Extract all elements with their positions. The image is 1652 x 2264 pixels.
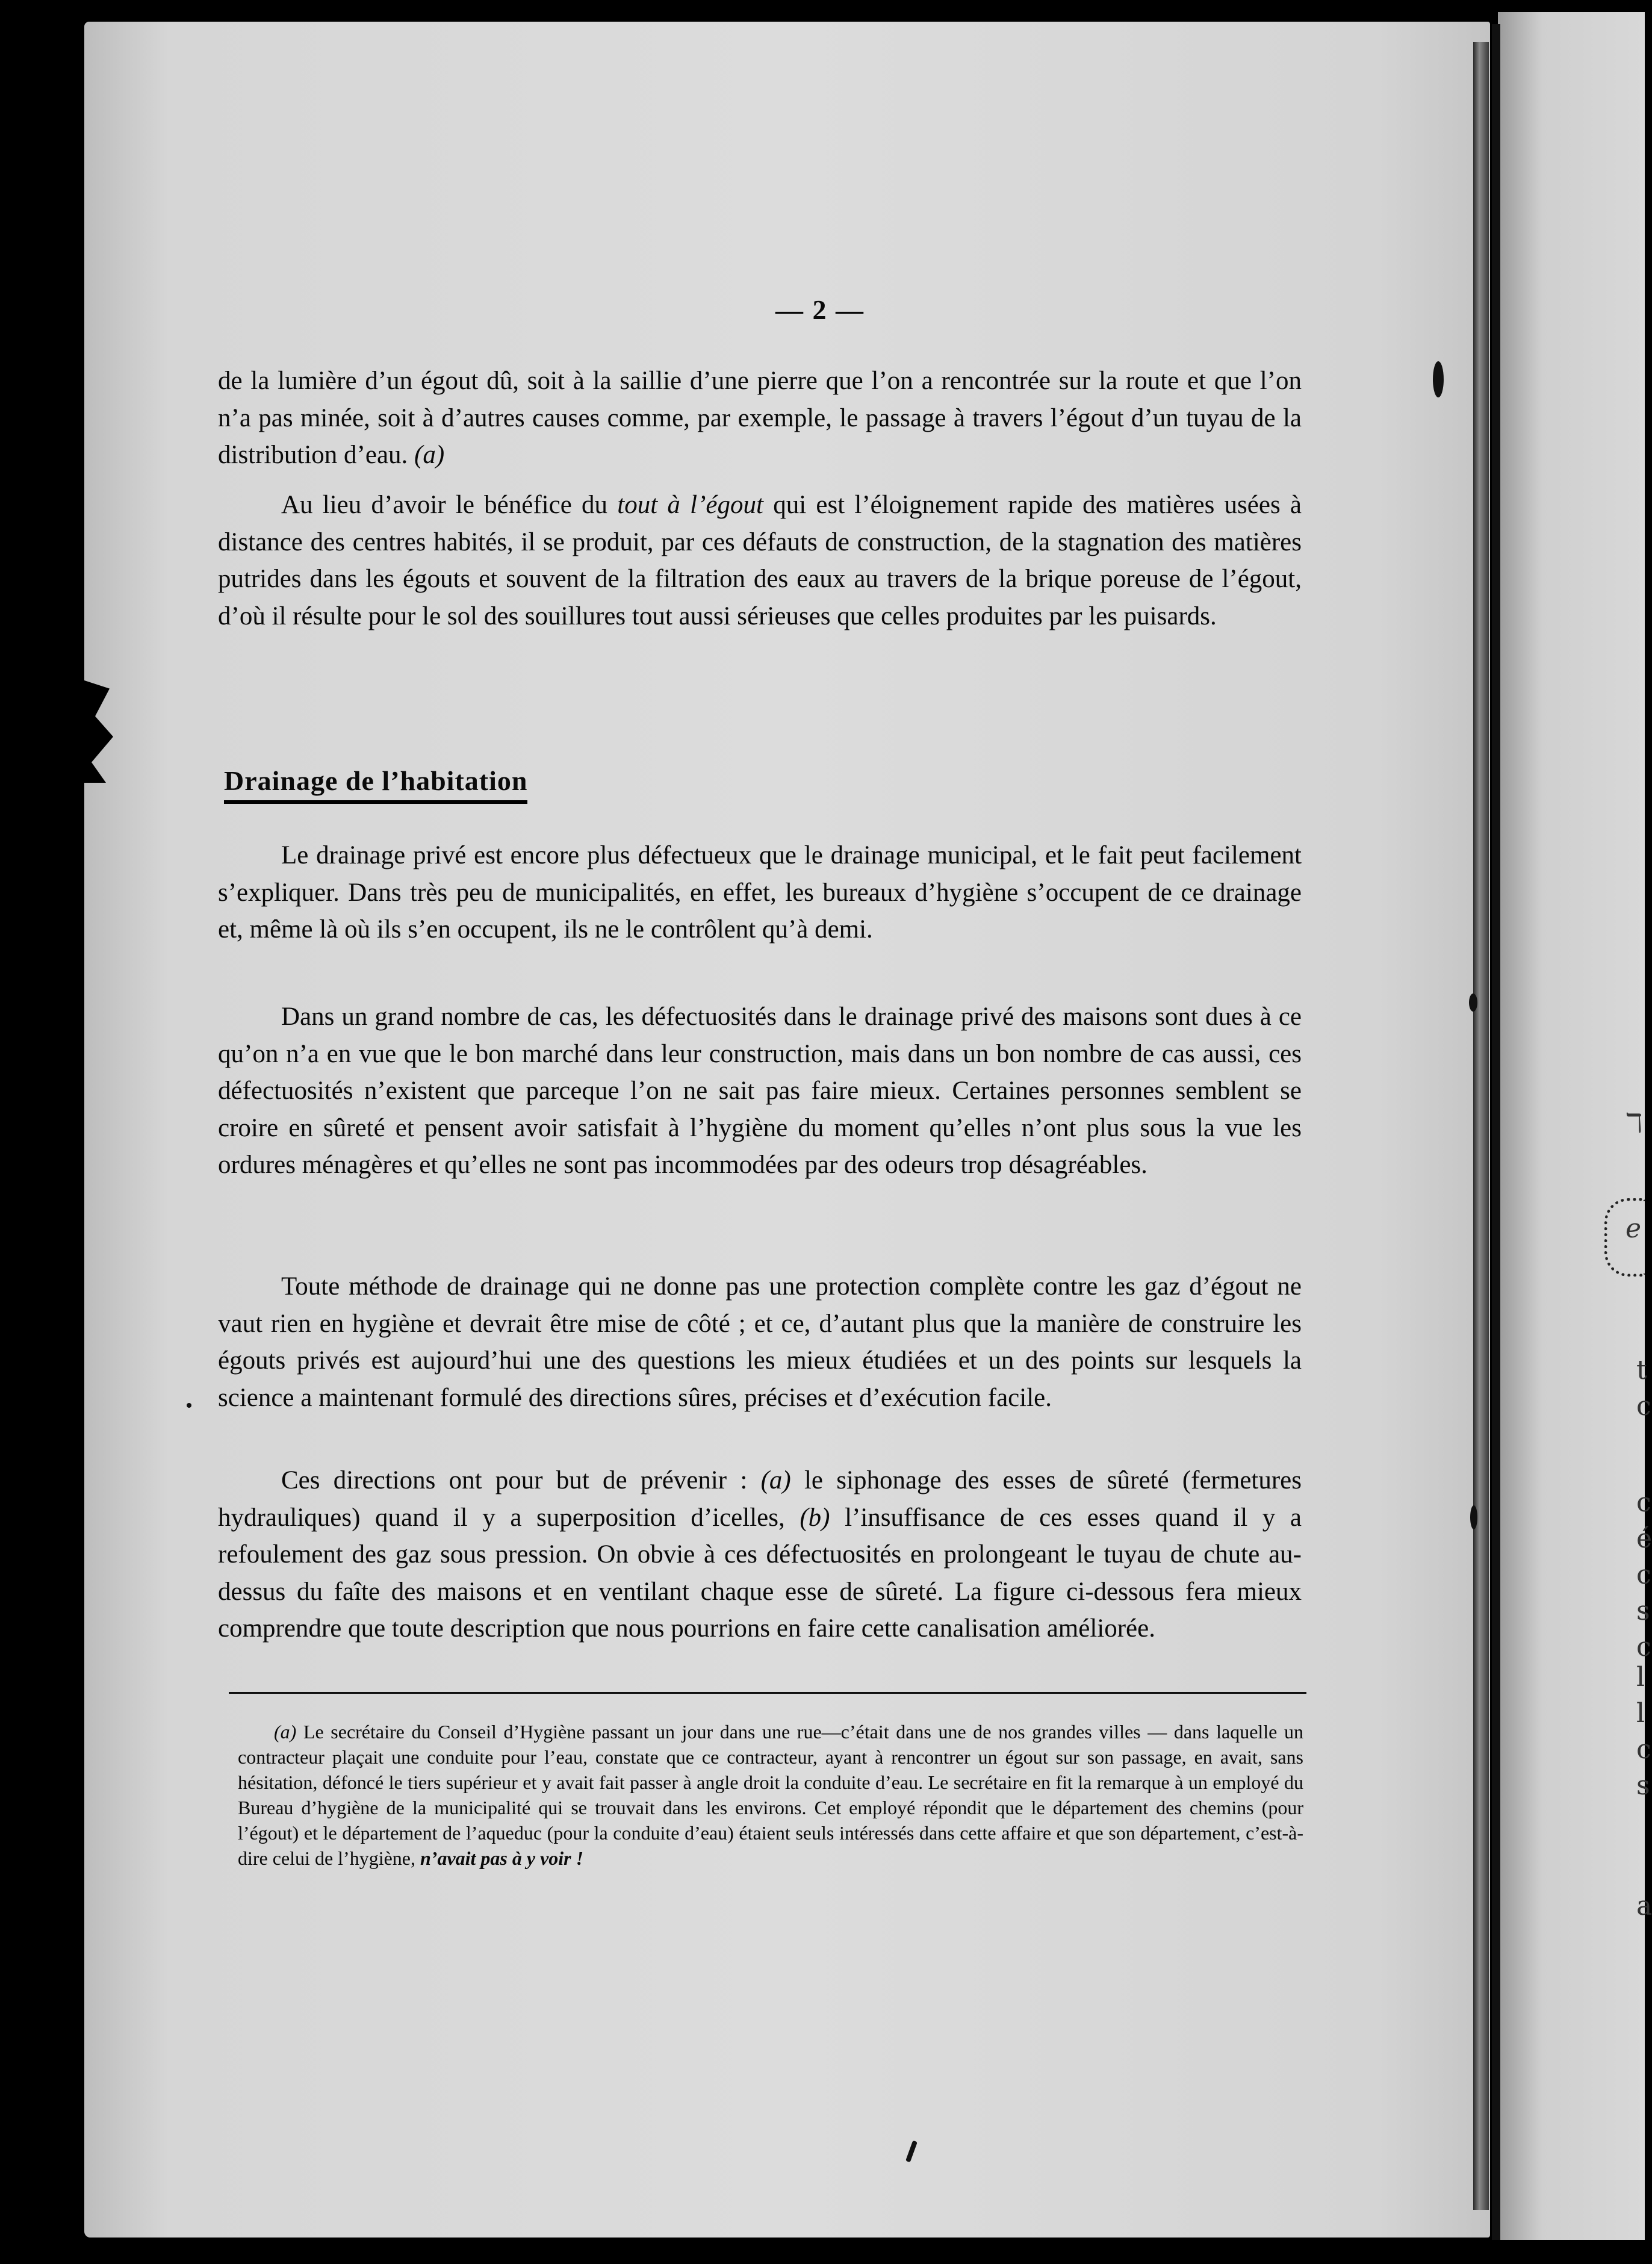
- adjacent-page-letter: s: [1636, 1770, 1650, 1801]
- adjacent-page-letter: c: [1636, 1560, 1651, 1590]
- adjacent-page-letter: c: [1636, 1734, 1651, 1765]
- section-heading: Drainage de l’habitation: [224, 765, 527, 804]
- paragraph: [218, 1462, 1302, 1647]
- paragraph-text: Au lieu d’avoir le bénéfice du: [281, 491, 618, 519]
- footnote-reference: (a): [414, 441, 445, 469]
- ink-speck: [1470, 1505, 1477, 1529]
- adjacent-page-letter: c: [1636, 1632, 1651, 1662]
- adjacent-page-letter: l: [1636, 1662, 1645, 1693]
- adjacent-page-letter: a: [1636, 1891, 1652, 1921]
- adjacent-page-letter: é: [1636, 1523, 1652, 1554]
- paragraph: Le drainage privé est encore plus défectueux que le drainage municipal, et le fait peut facilement s’expliquer. Dans très peu de municipalités, en effet, les bureaux d’hygiène s’occupent de ce drainage et, même là où ils s’en occupent, ils ne le contrôlent qu’à demi.: [218, 841, 1302, 944]
- paragraph-text: qui est l’éloignement rapide des matières usées à distance des centres habités, il se produit, par ces défauts de construction, de la stagnation des matières putrides dans les égouts et souvent de la filtration des eaux au travers de la brique poreuse de l’égout, d’où il résulte pour le sol des souillures tout aussi sérieuses que celles produites par les puisards.: [218, 491, 1302, 630]
- footnote-label: (a): [274, 1721, 297, 1743]
- paragraph: [218, 487, 1302, 635]
- footnote-text: Le secrétaire du Conseil d’Hygiène passant un jour dans une rue—c’était dans une de nos grandes villes — dans laquelle un contracteur plaçait une conduite pour l’eau, constate que ce contracteur, ayant à rencontrer un égout sur son passage, en avait, sans hésitation, défoncé le tiers supérieur et y avait fait passer à angle droit la conduite d’eau. Le secrétaire en fit la remarque à un employé du Bureau d’hygiène de la municipalité qui se trouvait dans les environs. Cet employé répondit que le département des chemins (pour l’égout) et le département de l’aqueduc (pour la conduite d’eau) étaient seuls intéressés dans cette affaire et que son département, c’est-à-dire celui de l’hygiène,: [238, 1721, 1303, 1869]
- adjacent-page-letter: c: [1636, 1391, 1651, 1422]
- footnote-emphasis: n’avait pas à y voir !: [420, 1847, 584, 1869]
- paragraph: Toute méthode de drainage qui ne donne pas une protection complète contre les gaz d’égout ne vaut rien en hygiène et devrait être mise de côté ; et ce, d’autant plus que la manière de construire les égouts privés est aujourd’hui une des questions les mieux étudiées et un des points sur lesquels la science a maintenant formulé des directions sûres, précises et d’exécution facile.: [218, 1272, 1302, 1412]
- emphasis-text: tout à l’égout: [617, 491, 763, 519]
- adjacent-page-letter: l: [1636, 1698, 1645, 1729]
- adjacent-page-letter: s: [1636, 1596, 1650, 1626]
- list-label: (b): [800, 1503, 830, 1532]
- paragraph-text: le siphonage des esses de sûreté (fermetures hydrauliques) quand il y a superposition d’icelles,: [218, 1466, 1302, 1532]
- paragraph: Dans un grand nombre de cas, les défectuosités dans le drainage privé des maisons sont dues à ce qu’on n’a en vue que le bon marché dans leur construction, mais dans un bon nombre de cas aussi, ces défectuosités n’existent que parceque l’on ne sait pas faire mieux. Certaines personnes semblent se croire en sûreté et pensent avoir satisfait à l’hygiène du moment qu’elles n’ont plus sous la vue les ordures ménagères et qu’elles ne sont pas incommodées par des odeurs trop désagréables.: [218, 1003, 1302, 1179]
- adjacent-page: [1498, 12, 1645, 2240]
- ink-speck: [187, 1403, 191, 1408]
- adjacent-page-symbol: ℸ: [1626, 1108, 1643, 1139]
- paragraph: [218, 362, 1302, 474]
- adjacent-page-gutter: [1492, 24, 1500, 2240]
- paragraph-text: l’insuffisance de ces esses quand il y a refoulement des gaz sous pression. On obvie à ces défectuosités en prolongeant le tuyau de chute au-dessus du faîte des maisons et en ventilant chaque esse de sûreté. La figure ci-dessous fera mieux comprendre que toute description que nous pourrions en faire cette canalisation améliorée.: [218, 1503, 1302, 1643]
- paragraph-text: de la lumière d’un égout dû, soit à la saillie d’une pierre que l’on a rencontrée sur la route et que l’on n’a pas minée, soit à d’autres causes comme, par exemple, le passage à travers l’égout d’un tuyau de la distribution d’eau.: [218, 367, 1302, 469]
- adjacent-page-letter: c: [1636, 1487, 1651, 1518]
- adjacent-page-circled-letter: e: [1626, 1213, 1642, 1244]
- ink-speck: [1433, 361, 1444, 397]
- page-number: — 2 —: [775, 294, 865, 325]
- paragraph-text: Ces directions ont pour but de prévenir :: [281, 1466, 761, 1494]
- list-label: (a): [760, 1466, 791, 1494]
- page-binding-edge: [1473, 42, 1489, 2210]
- footnote-separator: [229, 1692, 1306, 1694]
- adjacent-page-letter: t: [1636, 1355, 1647, 1385]
- footnote: [238, 1719, 1303, 1871]
- ink-speck: [1469, 994, 1477, 1012]
